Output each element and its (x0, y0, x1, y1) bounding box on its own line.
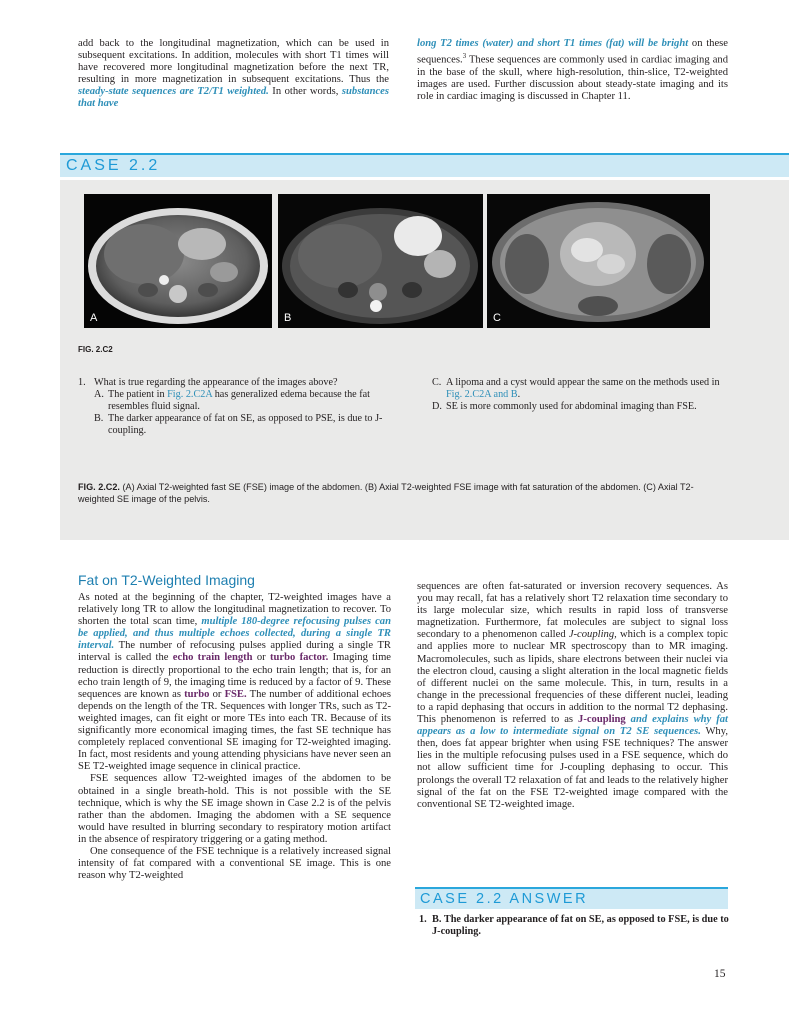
body-right-column (417, 581, 728, 811)
option-text: The patient in (108, 389, 168, 401)
question-stem: What is true regarding the appearance of the images above? (94, 377, 338, 388)
text-run: sequences are often fat-saturated or inversion recovery sequences. As you may recall, fat has a relatively short T2 relaxation time secondary to its large molecular size, which results in rapid loss of transverse magnetization. Furthermore, fat molecules are subject to signal loss secondary to a phenomenon called (417, 581, 728, 641)
emphasis-text: long T2 times (water) and short T1 times (fat) will be bright (417, 38, 689, 49)
panel-letter-b: B (284, 312, 292, 324)
option-a (94, 389, 391, 413)
question-number: 1. (78, 377, 86, 388)
figure-label: FIG. 2.C2 (78, 345, 113, 354)
pelvis-se-image (487, 194, 710, 328)
panel-letter-a: A (90, 312, 98, 324)
mri-image-b (278, 194, 483, 328)
emphasis-text: steady-state sequences are T2/T1 weighted. (78, 86, 269, 98)
section-title: Fat on T2-Weighted Imaging (78, 572, 255, 588)
question-left (78, 377, 391, 437)
abdomen-fse-image (84, 194, 272, 328)
top-left-paragraph (78, 38, 389, 111)
text-run: or (209, 688, 225, 700)
abdomen-fse-fatsat-image (278, 194, 483, 328)
page-number: 15 (714, 968, 726, 980)
option-text: has generalized edema because the fat resembles fluid signal. (108, 389, 370, 413)
text-run: Why, then, does fat appear brighter when using FSE techniques? The answer lies in the multiple refocusing pulses used in a FSE sequence, which do not allow sufficient time for J-coupling dephasing to occur. This prolongs the overall T2 relaxation of fat and leads to the relatively higher signal of the fat on the FSE T2-weighted image compared with the conventional SE T2-weighted image. (417, 726, 728, 810)
option-text: SE is more commonly used for abdominal imaging than FSE. (446, 401, 697, 413)
emphasis-text: multiple 180-degree refocusing pulses can be applied, and thus multiple echoes collected, during a single TR interval. (78, 616, 391, 652)
mri-image-a (84, 194, 272, 328)
caption-text: (A) Axial T2-weighted fast SE (FSE) image of the abdomen. (B) Axial T2-weighted FSE image with fat saturation of the abdomen. (C) Axial T2-weighted SE image of the pelvis. (78, 482, 694, 505)
text-run: These sequences are commonly used in cardiac imaging and in the base of the skull, where high-resolution, thin-slice, T2-weighted images are used. Further discussion about steady-state imaging and its role in cardiac imaging is discussed in Chapter 11. (417, 54, 728, 102)
paragraph: FSE sequences allow T2-weighted images of the abdomen to be obtained in a single breath-hold. This is not possible with the SE technique, which is why the SE image shown in Case 2.2 is of the pelvis rather than the abdomen. Imaging the abdomen with a SE sequence would have resulted in blurring secondary to respiratory motion artifact in the absence of respiratory triggering or a gating method. (78, 773, 391, 845)
option-c (432, 377, 729, 401)
paragraph: One consequence of the FSE technique is a relatively increased signal intensity of fat compared with a conventional SE image. This is one reason why T2-weighted (78, 845, 391, 882)
italic-term: J-coupling, (568, 629, 617, 641)
text-run: Imaging time reduction is directly proportional to the echo train length; that is, for an echo train length of 9, the imaging time is reduced by a factor of 9. These sequences are known as (78, 652, 392, 700)
option-text: The darker appearance of fat on SE, as opposed to PSE, is due to J-coupling. (108, 413, 383, 437)
paragraph (78, 592, 391, 773)
key-term: turbo factor. (269, 652, 329, 664)
answer-number: 1. (419, 914, 427, 925)
option-text: . (517, 389, 521, 401)
answer-text: B. The darker appearance of fat on SE, as opposed to FSE, is due to J-coupling. (432, 914, 729, 938)
option-b (94, 413, 391, 437)
key-term: J-coupling (578, 714, 626, 726)
top-right-paragraph (417, 38, 728, 103)
text-run: As noted at the beginning of the chapter, T2-weighted images have a relatively long TR to allow the longitudinal magnetization to recover. To shorten the total scan time, (78, 592, 391, 628)
figure-link[interactable]: Fig. 2.C2A (167, 389, 213, 401)
text-run: The number of additional echoes depends on the length of the TR. Sequences with longer TRs, such as T2-weighted images, can fit eight or more TEs into each TR. Because of its significantly more economical imaging times, the fast SE technique has completely replaced conventional SE imaging for T2-weighted imaging. In fact, most residents and young attending physicians have never seen an SE T2-weighted image sequence in clinical practice. (78, 688, 392, 773)
option-d (432, 401, 729, 413)
text-run: on these sequences. (417, 38, 728, 66)
figure-link[interactable]: Fig. 2.C2A and B (446, 389, 518, 401)
text-run: or (252, 652, 270, 664)
mri-image-c (487, 194, 710, 328)
figure-caption (78, 481, 728, 505)
panel-letter-c: C (493, 312, 501, 324)
paragraph (417, 581, 728, 811)
emphasis-text: and explains why fat appears as a low to intermediate signal on T2 SE sequences. (417, 714, 728, 738)
text-run: In other words, (268, 86, 342, 98)
citation-superscript: 3 (462, 52, 467, 61)
key-term: turbo (184, 688, 210, 700)
question-right (432, 377, 729, 413)
answer-block (419, 914, 729, 938)
text-run: which is a complex topic and applies more to nuclear MR spectroscopy than to MR imaging. Macromolecules, such as lipids, share electrons between their nuclei via the electron cloud, causing a slight alteration in the local magnetic fields of different nuclei on the same molecule. This, in turn, results in a change in the precessional frequencies of these different nuclei, leading to a rapid dephasing that occurs in addition to the normal T2 dephasing. This phenomenon is referred to as (417, 629, 728, 726)
answer-title: CASE 2.2 ANSWER (420, 891, 589, 907)
caption-label: FIG. 2.C2. (78, 482, 120, 492)
option-text: A lipoma and a cyst would appear the same on the methods used in (446, 377, 720, 388)
key-term: echo train length (172, 652, 253, 664)
emphasis-text: substances that have (78, 86, 389, 110)
case-title: CASE 2.2 (66, 157, 161, 174)
option-letter: C. (432, 377, 442, 388)
text-run: add back to the longitudinal magnetization, which can be used in subsequent excitations. In addition, molecules with short T1 times will have recovered more longitudinal magnetization before the next TR, resulting in more magnetization in subsequent excitations. Thus the (78, 38, 389, 86)
option-letter: D. (432, 401, 442, 413)
key-term: FSE. (224, 688, 247, 700)
case-header (60, 153, 789, 177)
option-letter: B. (94, 413, 104, 425)
body-left-column (78, 592, 391, 882)
option-letter: A. (94, 389, 104, 401)
text-run: The number of refocusing pulses applied during a single TR interval is called the (78, 640, 391, 664)
answer-header (415, 887, 728, 909)
